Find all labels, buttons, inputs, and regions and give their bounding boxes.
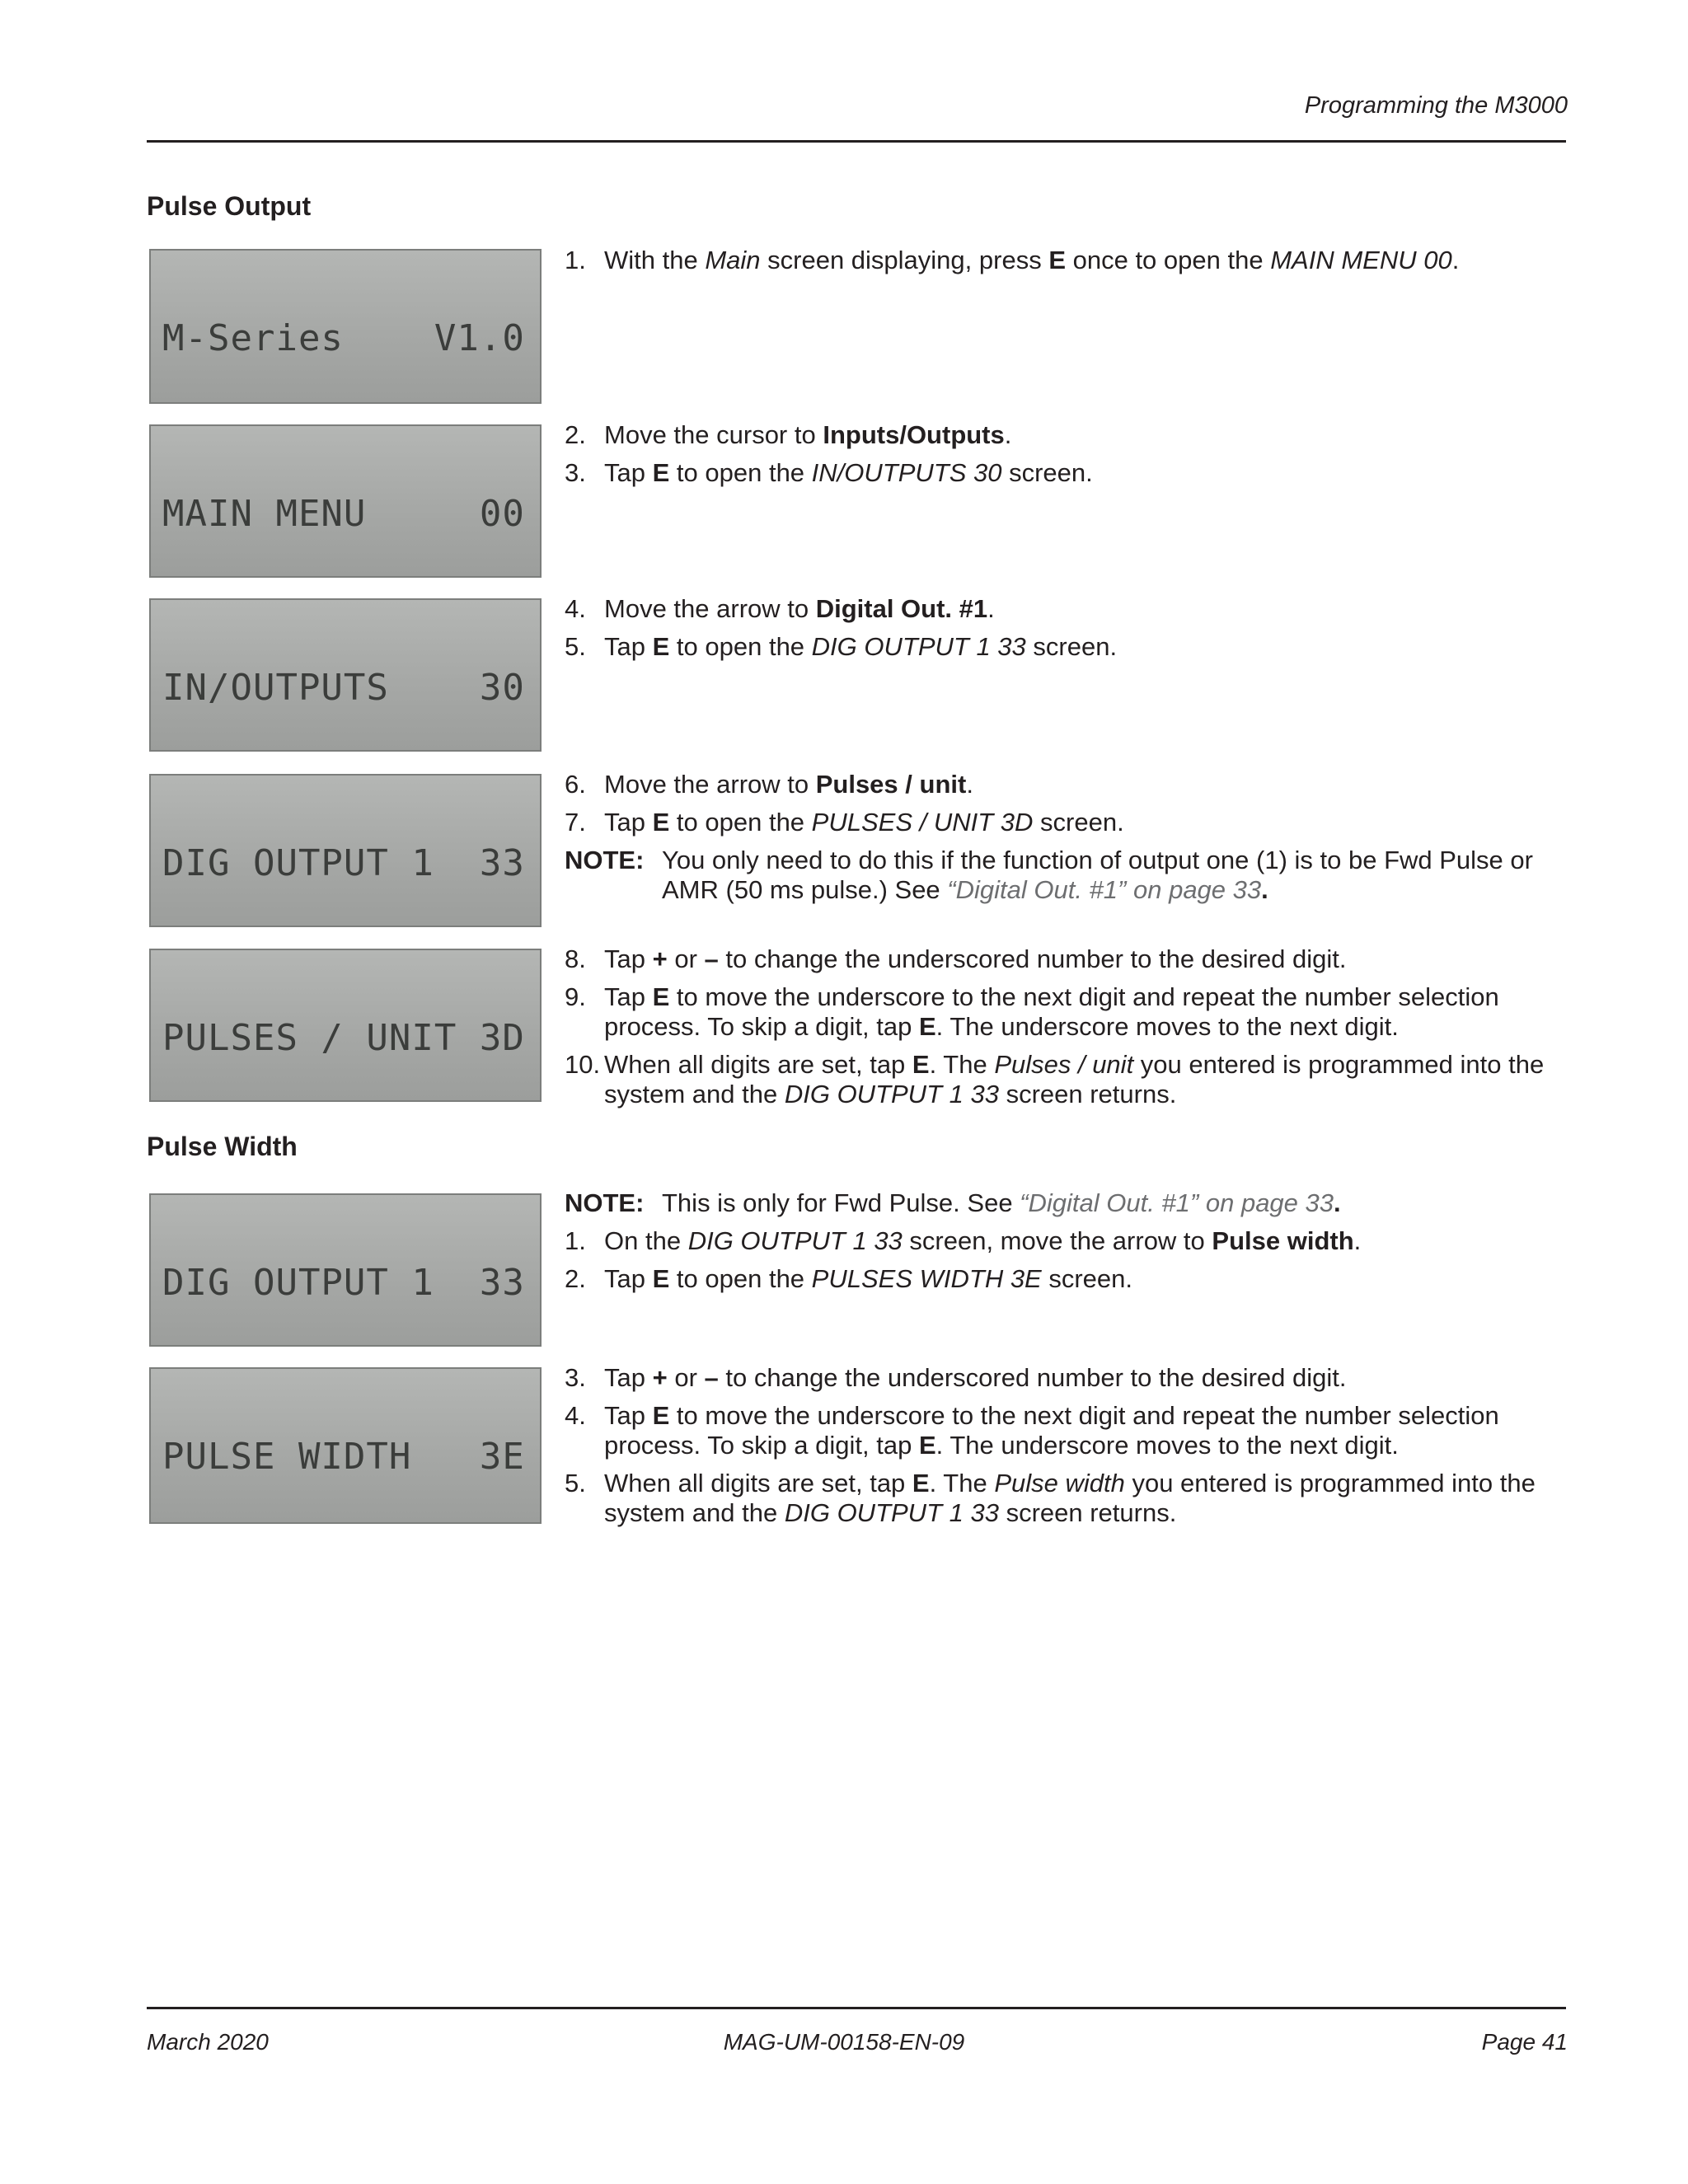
- footer-rule: [147, 2007, 1566, 2009]
- lcd-line: IN/OUTPUTS 30: [162, 667, 525, 709]
- cross-reference-link[interactable]: “Digital Out. #1” on page 33: [1020, 1188, 1334, 1217]
- header-rule: [147, 140, 1566, 143]
- lcd-line: M-Series V1.0: [162, 317, 525, 359]
- step-item: 2. Move the cursor to Inputs/Outputs.: [565, 420, 1012, 449]
- steps-group-pulse-width-edit: [565, 1363, 1566, 1536]
- lcd-line: DIG OUTPUT 1 33: [162, 842, 525, 884]
- step-item: 8. Tap + or – to change the underscored number to the desired digit.: [565, 944, 1347, 973]
- steps-group-dig-output: [565, 770, 1566, 913]
- steps-group-in-outputs: [565, 594, 1566, 670]
- step-item: 1. On the DIG OUTPUT 1 33 screen, move the arrow to Pulse width.: [565, 1226, 1362, 1255]
- steps-group-main-menu: [565, 420, 1566, 496]
- lcd-dig-output-1: [149, 774, 542, 927]
- note-fwd-pulse-only: NOTE: This is only for Fwd Pulse. See “Digital Out. #1” on page 33.: [565, 1188, 1341, 1217]
- step-item: 4. Tap E to move the underscore to the next digit and repeat the number selection process. To skip a digit, tap E. The underscore moves to the next digit.: [565, 1401, 1499, 1460]
- step-item: 1. With the Main screen displaying, press E once to open the MAIN MENU 00.: [565, 246, 1460, 274]
- footer-date: March 2020: [147, 2029, 269, 2055]
- step-item: 10. When all digits are set, tap E. The Pulses / unit you entered is programmed into the system and the DIG OUTPUT 1 33 screen returns.: [565, 1050, 1545, 1108]
- lcd-line: PULSE WIDTH 3E: [162, 1436, 525, 1478]
- lcd-main-menu: [149, 424, 542, 578]
- step-item: 4. Move the arrow to Digital Out. #1.: [565, 594, 995, 623]
- lcd-main-screen: [149, 249, 542, 404]
- lcd-line: PULSES / UNIT 3D: [162, 1017, 525, 1059]
- lcd-dig-output-1-pulse-width: [149, 1193, 542, 1347]
- header-title: Programming the M3000: [1304, 92, 1568, 119]
- steps-group-main: [565, 246, 1566, 284]
- lcd-in-outputs: [149, 598, 542, 752]
- lcd-line: DIG OUTPUT 1 33: [162, 1262, 525, 1304]
- footer-doc-id: MAG-UM-00158-EN-09: [723, 2029, 965, 2055]
- lcd-pulses-unit: [149, 949, 542, 1102]
- lcd-pulse-width-3e: [149, 1367, 542, 1524]
- steps-group-pulse-width-nav: [565, 1188, 1566, 1302]
- step-item: 3. Tap + or – to change the underscored number to the desired digit.: [565, 1363, 1347, 1392]
- step-item: 2. Tap E to open the PULSES WIDTH 3E screen.: [565, 1264, 1133, 1293]
- step-item: 3. Tap E to open the IN/OUTPUTS 30 screen.: [565, 458, 1093, 487]
- step-item: 9. Tap E to move the underscore to the next digit and repeat the number selection process. To skip a digit, tap E. The underscore moves to the next digit.: [565, 982, 1499, 1041]
- section-title-pulse-width: Pulse Width: [147, 1132, 298, 1161]
- steps-group-pulses-unit: [565, 944, 1566, 1118]
- section-title-pulse-output: Pulse Output: [147, 191, 312, 221]
- cross-reference-link[interactable]: “Digital Out. #1” on page 33: [947, 875, 1262, 904]
- step-item: 6. Move the arrow to Pulses / unit.: [565, 770, 973, 799]
- step-item: 7. Tap E to open the PULSES / UNIT 3D screen.: [565, 808, 1124, 837]
- step-item: 5. When all digits are set, tap E. The Pulse width you entered is programmed into the system and the DIG OUTPUT 1 33 screen returns.: [565, 1469, 1536, 1527]
- note-fwd-pulse-amr: NOTE: You only need to do this if the function of output one (1) is to be Fwd Pulse or AMR (50 ms pulse.) See “Digital Out. #1” on page 33.: [565, 846, 1533, 904]
- step-item: 5. Tap E to open the DIG OUTPUT 1 33 screen.: [565, 632, 1118, 661]
- lcd-line: MAIN MENU 00: [162, 493, 525, 535]
- footer-page-number: Page 41: [1481, 2029, 1568, 2055]
